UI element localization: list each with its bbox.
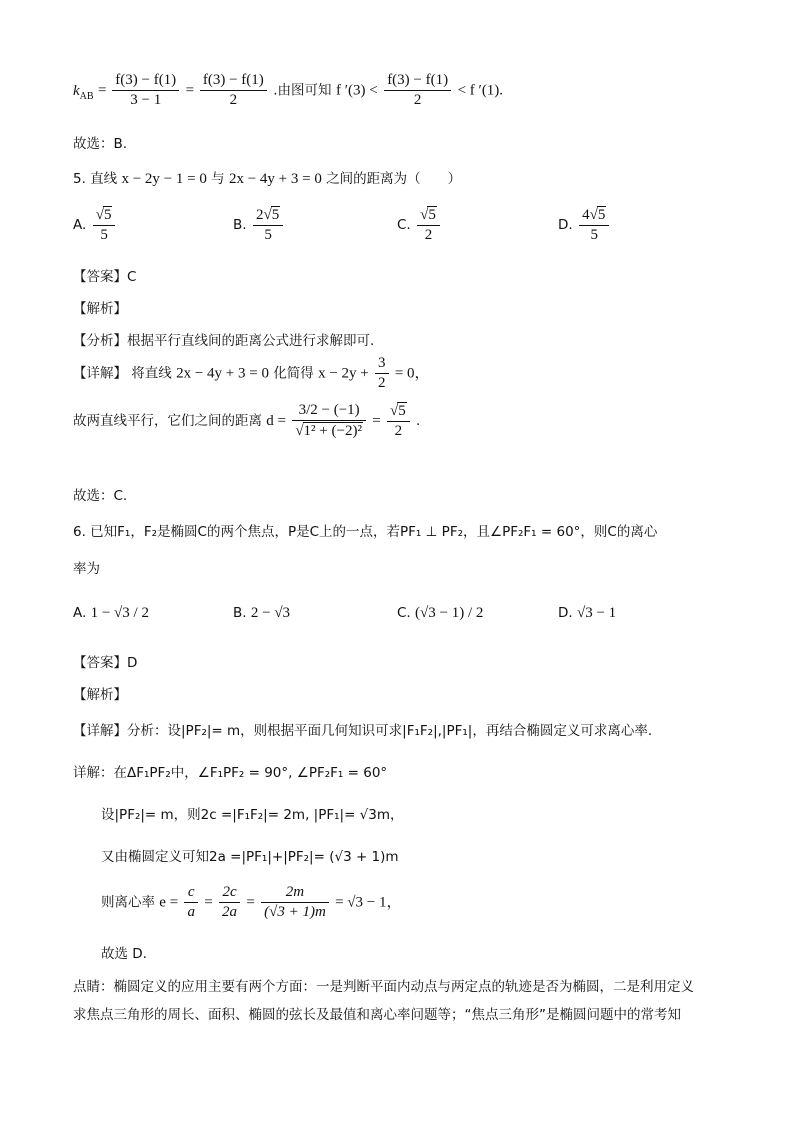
q6-answer: 【答案】D <box>73 655 138 671</box>
q6-detail-1: 【详解】分析：设|PF₂|= m，则根据平面几何知识可求|F₁F₂|,|PF₁|，再结合椭圆定义可求离心率. <box>73 723 653 739</box>
q6-option-a[interactable]: A. 1 − √3 / 2 <box>73 605 149 621</box>
q5-choose: 故选：C. <box>73 488 128 504</box>
q5-option-b[interactable]: B. $\frac{2√5}{5}$ <box>233 206 285 244</box>
inequality-fraction: $\frac{f(3) - f(1)}{2}$ <box>384 72 451 109</box>
q5-option-a[interactable]: A. $\frac{√5}{5}$ <box>73 206 117 244</box>
q5-analysis-tag: 【解析】 <box>73 301 127 317</box>
q5-option-d[interactable]: D. $\frac{4√5}{5}$ <box>558 206 611 244</box>
previous-answer: 故选：B. <box>73 136 128 152</box>
question-6-stem-line2: 率为 <box>73 561 100 577</box>
slope-symbol: $k_{AB}$ <box>73 82 94 102</box>
q6-note-1: 点睛：椭圆定义的应用主要有两个方面：一是判断平面内动点与两定点的轨迹是否为椭圆，二是利用定义 <box>73 979 694 995</box>
slope-formula-line: $k_{AB}$ = $\frac{f(3) - f(1)}{3 - 1}$ = $\frac{f(3) - f(1)}{2}$ .由图可知 f ′(3) < $\frac{f(3) - f(1)}{2}$ < f ′(1). <box>73 72 504 108</box>
q6-detail-4: 又由椭圆定义可知2a =|PF₁|+|PF₂|= (√3 + 1)m <box>101 849 399 865</box>
q6-detail-3: 设|PF₂|= m，则2c =|F₁F₂|= 2m, |PF₁|= √3m， <box>101 807 404 823</box>
q6-note-2: 求焦点三角形的周长、面积、椭圆的弦长及最值和离心率问题等；“焦点三角形”是椭圆问题中的常考知 <box>73 1007 681 1023</box>
slope-fraction-1: $\frac{f(3) - f(1)}{3 - 1}$ <box>112 72 179 109</box>
q5-fenxi: 【分析】根据平行直线间的距离公式进行求解即可. <box>73 333 375 349</box>
q6-analysis-tag: 【解析】 <box>73 687 127 703</box>
question-6-stem-line1: 6. 已知F₁，F₂是椭圆C的两个焦点，P是C上的一点，若PF₁ ⊥ PF₂，且∠PF₂F₁ = 60°，则C的离心 <box>73 524 658 540</box>
q6-option-c[interactable]: C. (√3 − 1) / 2 <box>397 605 484 621</box>
q5-detail: 【详解】 将直线 2x − 4y + 3 = 0 化简得 x − 2y + $\frac{3}{2}$ = 0， <box>73 355 430 391</box>
q6-option-b[interactable]: B. 2 − √3 <box>233 605 291 621</box>
q5-answer: 【答案】C <box>73 269 137 285</box>
q6-detail-6: 故选 D. <box>101 946 147 962</box>
q5-distance: 故两直线平行，它们之间的距离 d = $\frac{3/2 - (-1)}{\text{√1² + (−2)²}}$ = $\frac{√5}{2}$ . <box>73 402 421 439</box>
slope-fraction-2: $\frac{f(3) - f(1)}{2}$ <box>200 72 267 109</box>
q6-detail-2: 详解：在ΔF₁PF₂中，∠F₁PF₂ = 90°, ∠PF₂F₁ = 60° <box>73 765 388 781</box>
question-5-stem: 5. 直线 x − 2y − 1 = 0 与 2x − 4y + 3 = 0 之间的距离为（ ） <box>73 171 462 187</box>
q5-option-c[interactable]: C. $\frac{√5}{2}$ <box>397 206 442 244</box>
q6-option-d[interactable]: D. √3 − 1 <box>558 605 617 621</box>
q6-detail-5: 则离心率 e = $\frac{c}{a}$ = $\frac{2c}{2a}$ = $\frac{2m}{(√3 + 1)m}$ = √3 − 1， <box>101 884 402 920</box>
